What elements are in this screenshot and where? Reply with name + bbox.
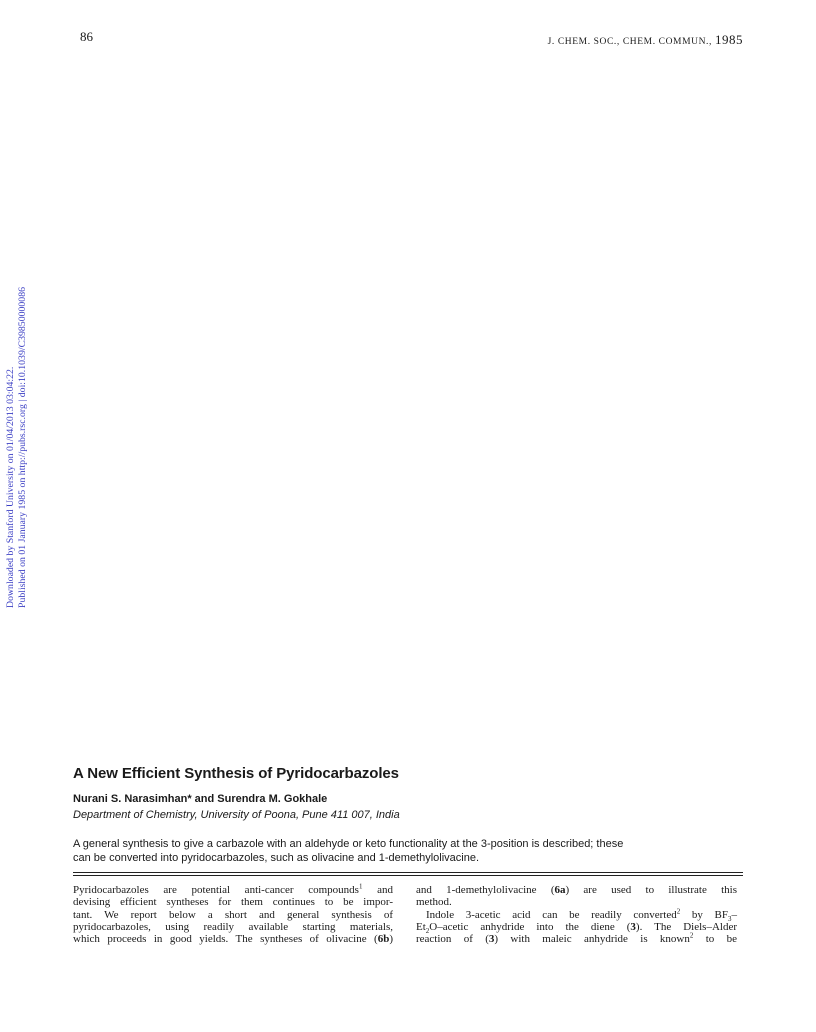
download-line: Downloaded by Stanford University on 01/04/2013 03:04:22. (5, 366, 16, 608)
body-column-left (73, 884, 393, 945)
body-line: which proceeds in good yields. The syntheses of olivacine (6b) (73, 933, 393, 946)
body-line: pyridocarbazoles, using readily available starting materials, (73, 920, 393, 933)
abstract (73, 837, 743, 865)
compound-label: 6b (377, 933, 390, 946)
download-provenance-note (5, 287, 29, 608)
compound-label: 3 (488, 933, 495, 946)
publication-line: Published on 01 January 1985 on http://pubs.rsc.org | doi:10.1039/C39850000086 (17, 287, 28, 608)
author-list: Nurani S. Narasimhan* and Surendra M. Gokhale (73, 793, 328, 805)
body-line: method. (416, 896, 452, 909)
reference-marker: 2 (689, 931, 694, 940)
body-line: $Et_2O$–acetic anhydride into the diene (3). The Diels–Alder (416, 920, 737, 936)
body-line: and 1-demethylolivacine (6a) are used to illustrate this (416, 884, 737, 896)
body-line: Pyridocarbazoles are potential anti-cancer compounds$^1$ and (73, 882, 393, 896)
running-head (500, 32, 743, 48)
body-line: reaction of (3) with maleic anhydride is known$^2$ to be (416, 931, 737, 946)
compound-label: 3 (630, 920, 636, 933)
author-affiliation: Department of Chemistry, University of Poona, Pune 411 007, India (73, 809, 400, 821)
body-line: Indole 3-acetic acid can be readily converted$^2$ by $BF_3-$ (426, 906, 737, 923)
abstract-divider (73, 872, 743, 873)
article-title: A New Efficient Synthesis of Pyridocarbazoles (73, 765, 399, 782)
abstract-divider (73, 875, 743, 876)
compound-label: 6a (554, 884, 566, 896)
journal-year: 1985 (715, 32, 743, 47)
reference-marker: 2 (676, 906, 681, 915)
reference-marker: 1 (358, 882, 363, 891)
journal-name: J. CHEM. SOC., CHEM. COMMUN., (547, 37, 713, 47)
page-number: 86 (80, 29, 93, 44)
body-line: devising efficient syntheses for them continues to be impor- (73, 896, 393, 909)
abstract-line: A general synthesis to give a carbazole with an aldehyde or keto functionality at the 3-position is described; these (73, 838, 624, 850)
body-line: tant. We report below a short and general synthesis of (73, 908, 393, 921)
body-column-right (416, 884, 737, 945)
abstract-line: can be converted into pyridocarbazoles, such as olivacine and 1-demethylolivacine. (73, 852, 480, 864)
